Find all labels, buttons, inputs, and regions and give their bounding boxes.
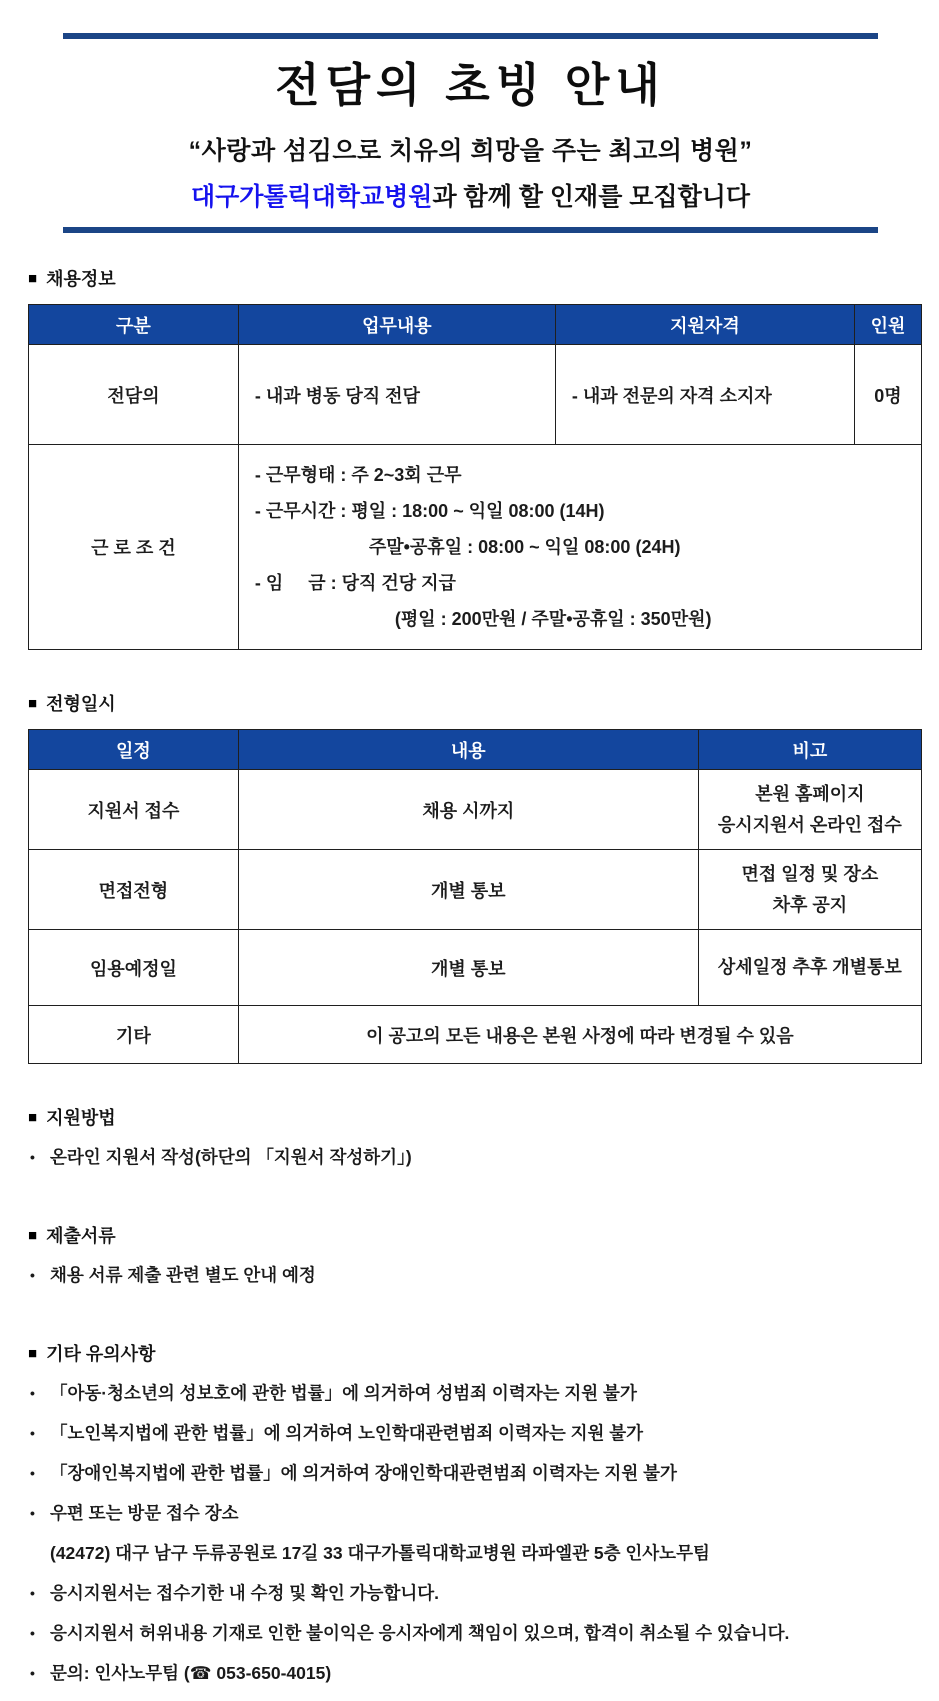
- schedule-row-interview: [29, 850, 922, 930]
- condition-line-wage: - 임 금 : 당직 건당 지급: [254, 573, 456, 593]
- notes-item-address: [50, 1541, 935, 1566]
- notice-slogan: “사랑과 섬김으로 치유의 희망을 주는 최고의 병원”: [188, 137, 753, 165]
- cell-content: 개별 통보: [238, 850, 698, 930]
- cell-note: [698, 930, 921, 1006]
- documents-item: [30, 1263, 935, 1288]
- notes-item-disabled-abuse: [30, 1461, 935, 1486]
- col-header-category: 구분: [29, 305, 239, 345]
- note-line-2: 응시지원서 온라인 접수: [717, 814, 902, 835]
- schedule-header-row: [29, 730, 922, 770]
- notes-address-text: (42472) 대구 남구 두류공원로 17길 33 대구가톨릭대학교병원 라파엘관 5층 인사노무팀: [50, 1543, 710, 1563]
- schedule-table: [28, 729, 922, 1064]
- section-documents: [28, 1222, 939, 1248]
- notes-item-false-info: [30, 1621, 935, 1646]
- bullet-icon: •: [30, 1465, 35, 1481]
- cell-stage: 지원서 접수: [29, 770, 239, 850]
- cell-etc-content: 이 공고의 모든 내용은 본원 사정에 따라 변경될 수 있음: [238, 1006, 921, 1064]
- notes-text: 응시지원서는 접수기한 내 수정 및 확인 가능합니다.: [50, 1583, 440, 1603]
- bullet-icon: •: [30, 1267, 35, 1283]
- cell-note: [698, 770, 921, 850]
- apply-method-text: 온라인 지원서 작성(하단의 「지원서 작성하기」): [50, 1147, 412, 1167]
- cell-note: [698, 850, 921, 930]
- notice-title: 전담의 초빙 안내: [275, 59, 666, 111]
- bullet-icon: •: [30, 1425, 35, 1441]
- notes-contact-text: 문의: 인사노무팀 (☎ 053-650-4015): [50, 1663, 332, 1683]
- cell-content: 개별 통보: [238, 930, 698, 1006]
- section-notes: [28, 1340, 939, 1366]
- schedule-row-application: [29, 770, 922, 850]
- schedule-row-appointment: [29, 930, 922, 1006]
- note-line-1: 상세일정 추후 개별통보: [717, 957, 902, 977]
- condition-line-work-type: - 근무형태 : 주 2~3회 근무: [254, 465, 462, 485]
- bullet-icon: •: [30, 1585, 35, 1601]
- col-header-content: 내용: [238, 730, 698, 770]
- section-schedule-label: 전형일시: [46, 694, 116, 714]
- note-line-1: 면접 일정 및 장소: [741, 863, 879, 884]
- bullet-icon: •: [30, 1505, 35, 1521]
- section-marker-icon: ■: [28, 1344, 38, 1362]
- bullet-icon: •: [30, 1665, 35, 1681]
- bullet-icon: •: [30, 1625, 35, 1641]
- section-documents-label: 제출서류: [46, 1226, 116, 1246]
- note-line-1: 본원 홈페이지: [755, 783, 865, 804]
- notes-text: 「아동·청소년의 성보호에 관한 법률」에 의거하여 성범죄 이력자는 지원 불가: [50, 1383, 637, 1403]
- section-marker-icon: ■: [28, 1108, 38, 1126]
- section-recruit-info-label: 채용정보: [46, 269, 116, 289]
- section-apply-method: [28, 1104, 939, 1130]
- col-header-qualification: 지원자격: [555, 305, 854, 345]
- note-line-2: 차후 공지: [772, 894, 848, 915]
- condition-line-wage-detail: (평일 : 200만원 / 주말•공휴일 : 350만원): [394, 609, 712, 629]
- hospital-name: 대구가톨릭대학교병원: [190, 183, 433, 211]
- col-header-stage: 일정: [29, 730, 239, 770]
- cell-content: 채용 시까지: [238, 770, 698, 850]
- section-marker-icon: ■: [28, 1226, 38, 1244]
- cell-position-headcount: 0명: [855, 345, 922, 445]
- cell-stage: 면접전형: [29, 850, 239, 930]
- notice-header: [63, 33, 878, 233]
- col-header-note: 비고: [698, 730, 921, 770]
- bottom-rule: [63, 227, 878, 233]
- documents-text: 채용 서류 제출 관련 별도 안내 예정: [50, 1265, 316, 1285]
- tagline-rest: 과 함께 할 인재를 모집합니다: [432, 183, 751, 211]
- cell-stage: 임용예정일: [29, 930, 239, 1006]
- section-apply-method-label: 지원방법: [46, 1108, 116, 1128]
- col-header-duty: 업무내용: [238, 305, 555, 345]
- bullet-icon: •: [30, 1149, 35, 1165]
- recruit-info-header-row: [29, 305, 922, 345]
- notes-text: 응시지원서 허위내용 기재로 인한 불이익은 응시자에게 책임이 있으며, 합격이 취소될 수 있습니다.: [50, 1623, 790, 1643]
- notes-item-sex-crime: [30, 1381, 935, 1406]
- notes-item-elder-abuse: [30, 1421, 935, 1446]
- notes-text: 「노인복지법에 관한 법률」에 의거하여 노인학대관련범죄 이력자는 지원 불가: [50, 1423, 644, 1443]
- cell-conditions-category: 근 로 조 건: [29, 445, 239, 650]
- recruit-info-table: [28, 304, 922, 650]
- section-schedule: [28, 690, 939, 716]
- notes-item-postal-visit: [30, 1501, 935, 1526]
- bullet-icon: •: [30, 1385, 35, 1401]
- notes-item-edit-period: [30, 1581, 935, 1606]
- cell-position-qualification: - 내과 전문의 자격 소지자: [555, 345, 854, 445]
- condition-line-weekend-hours: 주말•공휴일 : 08:00 ~ 익일 08:00 (24H): [368, 537, 681, 557]
- recruitment-notice-page: [0, 33, 939, 1701]
- cell-position-category: 전담의: [29, 345, 239, 445]
- col-header-headcount: 인원: [855, 305, 922, 345]
- section-marker-icon: ■: [28, 269, 38, 287]
- position-row: [29, 345, 922, 445]
- notice-tagline: [63, 177, 878, 213]
- cell-position-duty: - 내과 병동 당직 전담: [238, 345, 555, 445]
- work-conditions-row: [29, 445, 922, 650]
- apply-method-item: [30, 1145, 935, 1170]
- condition-line-work-hours: - 근무시간 : 평일 : 18:00 ~ 익일 08:00 (14H): [254, 501, 605, 521]
- section-notes-label: 기타 유의사항: [46, 1344, 156, 1364]
- cell-conditions-detail: [238, 445, 921, 650]
- section-recruit-info: [28, 265, 939, 291]
- schedule-row-etc: [29, 1006, 922, 1064]
- notes-item-contact: [30, 1661, 935, 1686]
- notes-text: 우편 또는 방문 접수 장소: [50, 1503, 239, 1523]
- top-rule: [63, 33, 878, 39]
- cell-stage: 기타: [29, 1006, 239, 1064]
- section-marker-icon: ■: [28, 694, 38, 712]
- notes-text: 「장애인복지법에 관한 법률」에 의거하여 장애인학대관련범죄 이력자는 지원 불가: [50, 1463, 677, 1483]
